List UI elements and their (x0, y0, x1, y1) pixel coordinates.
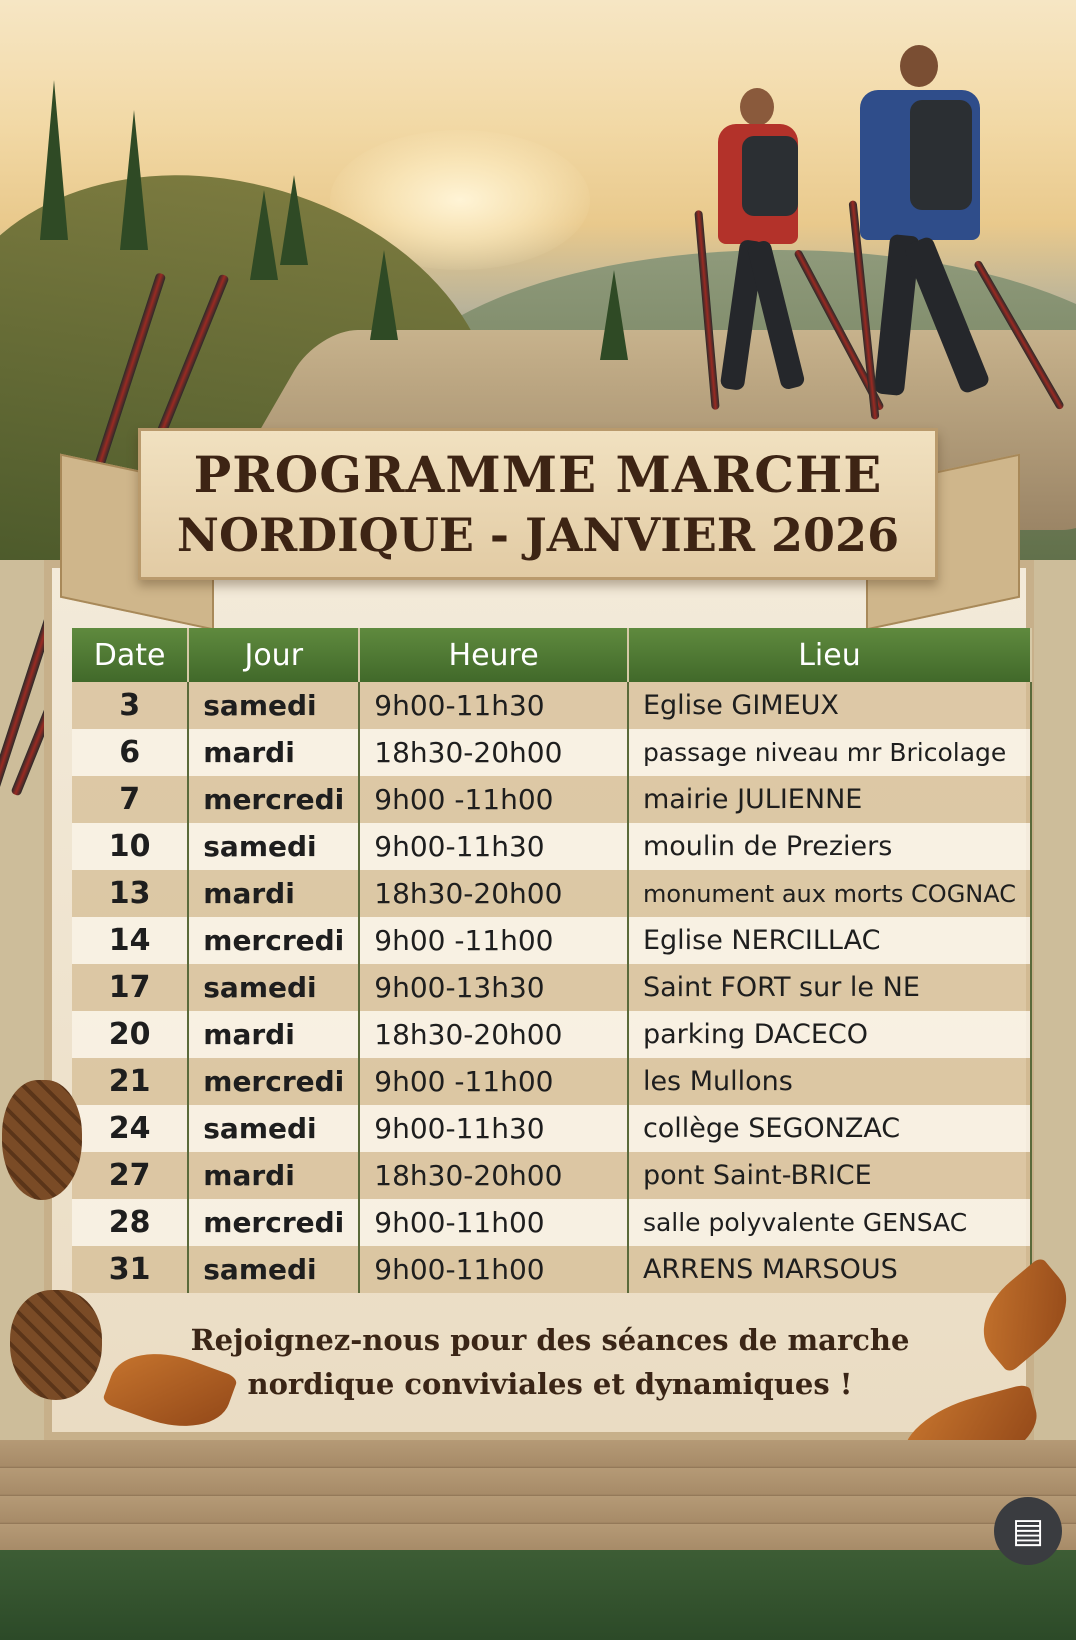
cell-jour: samedi (188, 1105, 359, 1152)
bottom-green-band (0, 1550, 1076, 1640)
cell-jour: mercredi (188, 1199, 359, 1246)
cell-heure: 9h00-11h30 (359, 682, 628, 729)
cell-jour: samedi (188, 682, 359, 729)
cell-date: 27 (72, 1152, 188, 1199)
cell-heure: 18h30-20h00 (359, 870, 628, 917)
text-scan-button[interactable] (994, 1497, 1062, 1565)
cell-date: 24 (72, 1105, 188, 1152)
cell-lieu: parking DACECO (628, 1011, 1031, 1058)
table-row (72, 964, 1031, 1011)
table-row (72, 917, 1031, 964)
cell-jour: samedi (188, 964, 359, 1011)
cell-jour: samedi (188, 1246, 359, 1293)
table-row (72, 1152, 1031, 1199)
cell-date: 28 (72, 1199, 188, 1246)
column-header-heure: Heure (359, 628, 628, 682)
cell-jour: mardi (188, 1152, 359, 1199)
column-header-lieu: Lieu (628, 628, 1031, 682)
cell-heure: 9h00 -11h00 (359, 917, 628, 964)
table-row (72, 823, 1031, 870)
table-header-row (72, 628, 1031, 682)
cell-lieu: moulin de Preziers (628, 823, 1031, 870)
wooden-floor (0, 1440, 1076, 1550)
pine-tree-icon (280, 175, 308, 265)
cell-heure: 18h30-20h00 (359, 729, 628, 776)
table-row (72, 1246, 1031, 1293)
cell-lieu: mairie JULIENNE (628, 776, 1031, 823)
cell-lieu: ARRENS MARSOUS (628, 1246, 1031, 1293)
cell-jour: mardi (188, 729, 359, 776)
pine-tree-icon (370, 250, 398, 340)
cell-lieu: collège SEGONZAC (628, 1105, 1031, 1152)
cell-date: 14 (72, 917, 188, 964)
title-line-1: PROGRAMME MARCHE (193, 445, 883, 504)
cell-lieu: Eglise NERCILLAC (628, 917, 1031, 964)
pine-cone-icon (2, 1080, 82, 1200)
table-row (72, 1011, 1031, 1058)
cell-heure: 18h30-20h00 (359, 1011, 628, 1058)
schedule-table (72, 628, 1032, 1293)
table-row (72, 1058, 1031, 1105)
cell-date: 17 (72, 964, 188, 1011)
cell-lieu: Saint FORT sur le NE (628, 964, 1031, 1011)
footer-line-1: Rejoignez-nous pour des séances de marche (190, 1323, 910, 1357)
title-line-2: NORDIQUE - JANVIER 2026 (176, 508, 900, 562)
text-scan-icon: ▤ (1011, 1511, 1045, 1551)
cell-jour: mercredi (188, 917, 359, 964)
pine-tree-icon (600, 270, 628, 360)
cell-heure: 9h00 -11h00 (359, 776, 628, 823)
table-row (72, 1105, 1031, 1152)
cell-jour: mardi (188, 870, 359, 917)
cell-heure: 9h00-11h00 (359, 1246, 628, 1293)
cell-heure: 18h30-20h00 (359, 1152, 628, 1199)
cell-heure: 9h00 -11h00 (359, 1058, 628, 1105)
pine-tree-icon (120, 110, 148, 250)
invitation-footer-text (150, 1318, 950, 1406)
cell-date: 13 (72, 870, 188, 917)
cell-jour: samedi (188, 823, 359, 870)
cell-jour: mardi (188, 1011, 359, 1058)
cell-date: 6 (72, 729, 188, 776)
cell-date: 20 (72, 1011, 188, 1058)
cell-heure: 9h00-11h30 (359, 1105, 628, 1152)
cell-date: 3 (72, 682, 188, 729)
table-row (72, 729, 1031, 776)
cell-heure: 9h00-11h00 (359, 1199, 628, 1246)
cell-lieu: passage niveau mr Bricolage (628, 729, 1031, 776)
cell-date: 7 (72, 776, 188, 823)
table-row (72, 776, 1031, 823)
footer-line-2: nordique conviviales et dynamiques ! (247, 1367, 853, 1401)
cell-date: 10 (72, 823, 188, 870)
table-row (72, 870, 1031, 917)
column-header-date: Date (72, 628, 188, 682)
cell-heure: 9h00-13h30 (359, 964, 628, 1011)
cell-jour: mercredi (188, 1058, 359, 1105)
cell-jour: mercredi (188, 776, 359, 823)
cell-lieu: les Mullons (628, 1058, 1031, 1105)
pine-cone-icon (10, 1290, 102, 1400)
cell-lieu: Eglise GIMEUX (628, 682, 1031, 729)
title-banner (138, 428, 938, 580)
pine-tree-icon (40, 80, 68, 240)
cell-date: 31 (72, 1246, 188, 1293)
table-row (72, 1199, 1031, 1246)
column-header-jour: Jour (188, 628, 359, 682)
cell-date: 21 (72, 1058, 188, 1105)
cell-lieu: pont Saint-BRICE (628, 1152, 1031, 1199)
cell-heure: 9h00-11h30 (359, 823, 628, 870)
cell-lieu: monument aux morts COGNAC (628, 870, 1031, 917)
table-row (72, 682, 1031, 729)
cell-lieu: salle polyvalente GENSAC (628, 1199, 1031, 1246)
pine-tree-icon (250, 190, 278, 280)
